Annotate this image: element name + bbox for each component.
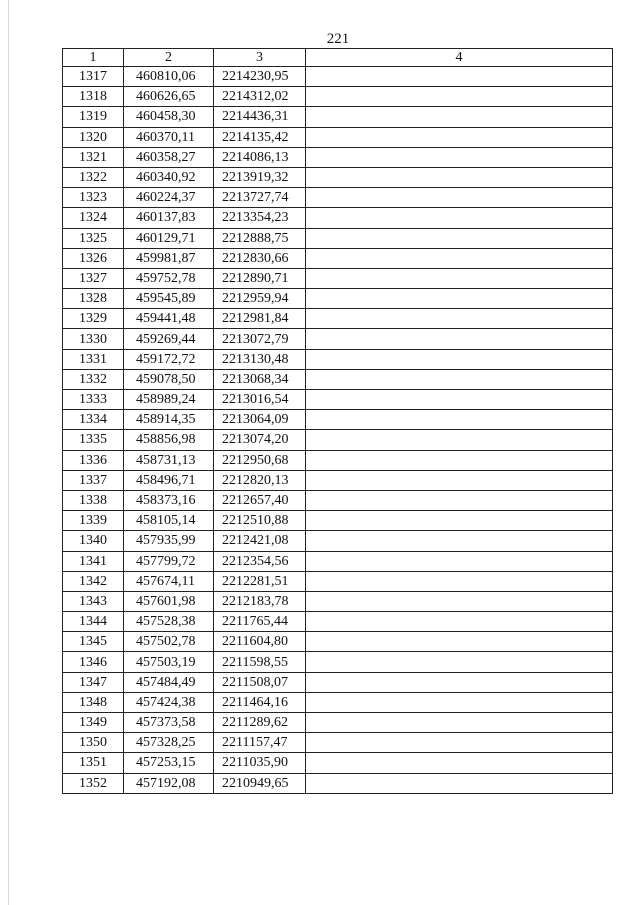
remarks-cell — [306, 349, 613, 369]
x-coordinate-cell: 457528,38 — [124, 612, 214, 632]
x-coordinate-cell: 457935,99 — [124, 531, 214, 551]
remarks-cell — [306, 531, 613, 551]
y-coordinate-cell: 2211157,47 — [214, 733, 306, 753]
point-number-cell: 1351 — [63, 753, 124, 773]
table-row — [63, 470, 613, 490]
y-coordinate-cell: 2212510,88 — [214, 511, 306, 531]
x-coordinate-cell: 459441,48 — [124, 309, 214, 329]
x-coordinate-cell: 457674,11 — [124, 571, 214, 591]
y-coordinate-cell: 2211598,55 — [214, 652, 306, 672]
point-number-cell: 1344 — [63, 612, 124, 632]
page-number: 221 — [326, 31, 350, 47]
column-header-2: 2 — [124, 49, 214, 67]
remarks-cell — [306, 107, 613, 127]
y-coordinate-cell: 2212281,51 — [214, 571, 306, 591]
table-row — [63, 268, 613, 288]
y-coordinate-cell: 2213064,09 — [214, 410, 306, 430]
table-row — [63, 430, 613, 450]
point-number-cell: 1326 — [63, 248, 124, 268]
table-header-row — [63, 49, 613, 67]
table-row — [63, 107, 613, 127]
point-number-cell: 1352 — [63, 773, 124, 793]
y-coordinate-cell: 2212981,84 — [214, 309, 306, 329]
point-number-cell: 1323 — [63, 188, 124, 208]
remarks-cell — [306, 268, 613, 288]
x-coordinate-cell: 460626,65 — [124, 87, 214, 107]
y-coordinate-cell: 2213727,74 — [214, 188, 306, 208]
y-coordinate-cell: 2211508,07 — [214, 672, 306, 692]
remarks-cell — [306, 490, 613, 510]
table-row — [63, 147, 613, 167]
table-row — [63, 511, 613, 531]
table-row — [63, 531, 613, 551]
x-coordinate-cell: 458989,24 — [124, 390, 214, 410]
x-coordinate-cell: 457373,58 — [124, 713, 214, 733]
table-row — [63, 329, 613, 349]
point-number-cell: 1332 — [63, 369, 124, 389]
x-coordinate-cell: 460137,83 — [124, 208, 214, 228]
y-coordinate-cell: 2211464,16 — [214, 692, 306, 712]
remarks-cell — [306, 289, 613, 309]
point-number-cell: 1324 — [63, 208, 124, 228]
point-number-cell: 1322 — [63, 167, 124, 187]
point-number-cell: 1335 — [63, 430, 124, 450]
table-row — [63, 692, 613, 712]
table-row — [63, 571, 613, 591]
table-row — [63, 309, 613, 329]
x-coordinate-cell: 458731,13 — [124, 450, 214, 470]
y-coordinate-cell: 2212657,40 — [214, 490, 306, 510]
remarks-cell — [306, 773, 613, 793]
column-header-3: 3 — [214, 49, 306, 67]
remarks-cell — [306, 430, 613, 450]
point-number-cell: 1347 — [63, 672, 124, 692]
table-row — [63, 167, 613, 187]
remarks-cell — [306, 87, 613, 107]
remarks-cell — [306, 632, 613, 652]
x-coordinate-cell: 457601,98 — [124, 591, 214, 611]
y-coordinate-cell: 2214230,95 — [214, 67, 306, 87]
y-coordinate-cell: 2213130,48 — [214, 349, 306, 369]
point-number-cell: 1340 — [63, 531, 124, 551]
point-number-cell: 1329 — [63, 309, 124, 329]
point-number-cell: 1320 — [63, 127, 124, 147]
y-coordinate-cell: 2212820,13 — [214, 470, 306, 490]
table-row — [63, 410, 613, 430]
table-row — [63, 490, 613, 510]
table-row — [63, 591, 613, 611]
remarks-cell — [306, 167, 613, 187]
y-coordinate-cell: 2211289,62 — [214, 713, 306, 733]
y-coordinate-cell: 2212890,71 — [214, 268, 306, 288]
remarks-cell — [306, 612, 613, 632]
x-coordinate-cell: 459545,89 — [124, 289, 214, 309]
x-coordinate-cell: 458856,98 — [124, 430, 214, 450]
x-coordinate-cell: 458105,14 — [124, 511, 214, 531]
y-coordinate-cell: 2214436,31 — [214, 107, 306, 127]
y-coordinate-cell: 2212421,08 — [214, 531, 306, 551]
point-number-cell: 1334 — [63, 410, 124, 430]
x-coordinate-cell: 459981,87 — [124, 248, 214, 268]
remarks-cell — [306, 713, 613, 733]
x-coordinate-cell: 457799,72 — [124, 551, 214, 571]
remarks-cell — [306, 147, 613, 167]
x-coordinate-cell: 459269,44 — [124, 329, 214, 349]
remarks-cell — [306, 390, 613, 410]
remarks-cell — [306, 470, 613, 490]
table-row — [63, 248, 613, 268]
table-row — [63, 127, 613, 147]
point-number-cell: 1346 — [63, 652, 124, 672]
remarks-cell — [306, 188, 613, 208]
point-number-cell: 1343 — [63, 591, 124, 611]
remarks-cell — [306, 67, 613, 87]
remarks-cell — [306, 551, 613, 571]
table-row — [63, 228, 613, 248]
point-number-cell: 1349 — [63, 713, 124, 733]
table-row — [63, 632, 613, 652]
remarks-cell — [306, 248, 613, 268]
table-row — [63, 652, 613, 672]
table-row — [63, 733, 613, 753]
point-number-cell: 1333 — [63, 390, 124, 410]
point-number-cell: 1350 — [63, 733, 124, 753]
remarks-cell — [306, 571, 613, 591]
x-coordinate-cell: 460810,06 — [124, 67, 214, 87]
table-row — [63, 672, 613, 692]
point-number-cell: 1345 — [63, 632, 124, 652]
point-number-cell: 1325 — [63, 228, 124, 248]
column-header-4: 4 — [306, 49, 613, 67]
remarks-cell — [306, 228, 613, 248]
y-coordinate-cell: 2212183,78 — [214, 591, 306, 611]
table-row — [63, 612, 613, 632]
table-row — [63, 390, 613, 410]
column-header-1: 1 — [63, 49, 124, 67]
point-number-cell: 1342 — [63, 571, 124, 591]
y-coordinate-cell: 2213074,20 — [214, 430, 306, 450]
x-coordinate-cell: 457484,49 — [124, 672, 214, 692]
y-coordinate-cell: 2214312,02 — [214, 87, 306, 107]
point-number-cell: 1319 — [63, 107, 124, 127]
remarks-cell — [306, 672, 613, 692]
point-number-cell: 1328 — [63, 289, 124, 309]
remarks-cell — [306, 733, 613, 753]
table-row — [63, 713, 613, 733]
table-row — [63, 369, 613, 389]
y-coordinate-cell: 2214086,13 — [214, 147, 306, 167]
x-coordinate-cell: 457192,08 — [124, 773, 214, 793]
x-coordinate-cell: 460129,71 — [124, 228, 214, 248]
point-number-cell: 1339 — [63, 511, 124, 531]
remarks-cell — [306, 208, 613, 228]
y-coordinate-cell: 2212830,66 — [214, 248, 306, 268]
coordinates-table — [62, 48, 613, 794]
x-coordinate-cell: 460358,27 — [124, 147, 214, 167]
y-coordinate-cell: 2211604,80 — [214, 632, 306, 652]
remarks-cell — [306, 309, 613, 329]
remarks-cell — [306, 591, 613, 611]
table-row — [63, 773, 613, 793]
table-row — [63, 87, 613, 107]
remarks-cell — [306, 753, 613, 773]
remarks-cell — [306, 410, 613, 430]
y-coordinate-cell: 2212888,75 — [214, 228, 306, 248]
y-coordinate-cell: 2213919,32 — [214, 167, 306, 187]
y-coordinate-cell: 2210949,65 — [214, 773, 306, 793]
x-coordinate-cell: 459172,72 — [124, 349, 214, 369]
table-row — [63, 67, 613, 87]
y-coordinate-cell: 2213354,23 — [214, 208, 306, 228]
x-coordinate-cell: 457253,15 — [124, 753, 214, 773]
point-number-cell: 1336 — [63, 450, 124, 470]
point-number-cell: 1341 — [63, 551, 124, 571]
table-row — [63, 753, 613, 773]
remarks-cell — [306, 369, 613, 389]
table-row — [63, 349, 613, 369]
point-number-cell: 1348 — [63, 692, 124, 712]
point-number-cell: 1338 — [63, 490, 124, 510]
table-row — [63, 289, 613, 309]
x-coordinate-cell: 457502,78 — [124, 632, 214, 652]
x-coordinate-cell: 458373,16 — [124, 490, 214, 510]
y-coordinate-cell: 2214135,42 — [214, 127, 306, 147]
x-coordinate-cell: 460340,92 — [124, 167, 214, 187]
point-number-cell: 1327 — [63, 268, 124, 288]
y-coordinate-cell: 2213072,79 — [214, 329, 306, 349]
x-coordinate-cell: 457328,25 — [124, 733, 214, 753]
page-edge-line — [8, 0, 9, 905]
y-coordinate-cell: 2212950,68 — [214, 450, 306, 470]
y-coordinate-cell: 2211035,90 — [214, 753, 306, 773]
x-coordinate-cell: 460224,37 — [124, 188, 214, 208]
table-row — [63, 208, 613, 228]
y-coordinate-cell: 2212354,56 — [214, 551, 306, 571]
y-coordinate-cell: 2212959,94 — [214, 289, 306, 309]
x-coordinate-cell: 460458,30 — [124, 107, 214, 127]
remarks-cell — [306, 329, 613, 349]
remarks-cell — [306, 450, 613, 470]
table-row — [63, 188, 613, 208]
point-number-cell: 1331 — [63, 349, 124, 369]
point-number-cell: 1317 — [63, 67, 124, 87]
point-number-cell: 1318 — [63, 87, 124, 107]
point-number-cell: 1337 — [63, 470, 124, 490]
y-coordinate-cell: 2211765,44 — [214, 612, 306, 632]
remarks-cell — [306, 127, 613, 147]
table-row — [63, 450, 613, 470]
point-number-cell: 1330 — [63, 329, 124, 349]
x-coordinate-cell: 457503,19 — [124, 652, 214, 672]
remarks-cell — [306, 652, 613, 672]
x-coordinate-cell: 458914,35 — [124, 410, 214, 430]
remarks-cell — [306, 511, 613, 531]
x-coordinate-cell: 459752,78 — [124, 268, 214, 288]
x-coordinate-cell: 457424,38 — [124, 692, 214, 712]
x-coordinate-cell: 459078,50 — [124, 369, 214, 389]
y-coordinate-cell: 2213016,54 — [214, 390, 306, 410]
point-number-cell: 1321 — [63, 147, 124, 167]
table-row — [63, 551, 613, 571]
y-coordinate-cell: 2213068,34 — [214, 369, 306, 389]
remarks-cell — [306, 692, 613, 712]
x-coordinate-cell: 458496,71 — [124, 470, 214, 490]
x-coordinate-cell: 460370,11 — [124, 127, 214, 147]
table-body — [63, 67, 613, 794]
